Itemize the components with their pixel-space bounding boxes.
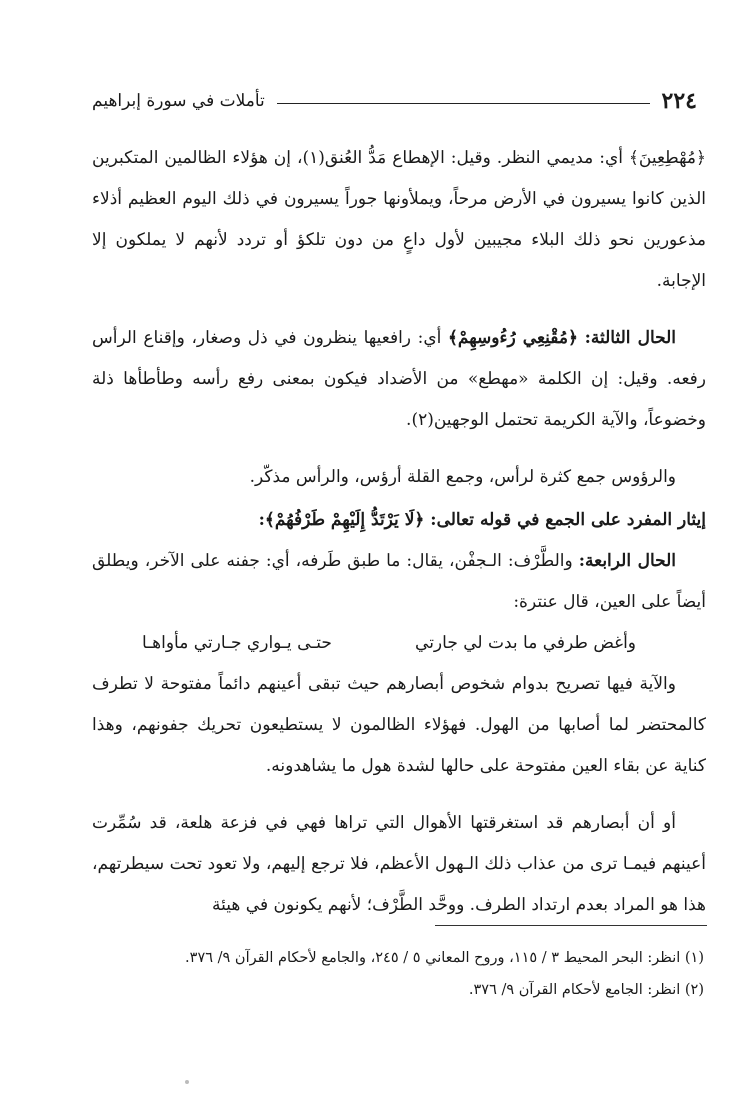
paragraph-4: [92, 541, 706, 623]
footnotes: [92, 942, 704, 1006]
running-title: تأملات في سورة إبراهيم: [92, 91, 265, 111]
heading-quran-verse: ﴿لَا يَرْتَدُّ إِلَيْهِمْ طَرْفُهُمْ﴾:: [258, 510, 425, 530]
footnote-separator: [435, 925, 707, 926]
poem-first-hemistich: وأغض طرفي ما بدت لي جارتي: [415, 633, 636, 653]
section-heading-text: إيثار المفرد على الجمع في قوله تعالى:: [430, 510, 706, 530]
main-text: [92, 138, 706, 926]
paragraph-2-text: أي: رافعيها ينظرون في ذل وصغار، وإقناع الرأس رفعه. وقيل: إن الكلمة «مهطع» من الأضداد فيكون بمعنى رفع رأسه وطأطأها ذلة وخضوعاً، والآية الكريمة تحتمل الوجهين(٢).: [92, 328, 706, 430]
poem-verse: [92, 623, 706, 664]
state-label-fourth: الحال الرابعة:: [578, 551, 676, 571]
poem-second-hemistich: حتـى يـواري جـارتي مأواهـا: [142, 633, 332, 653]
page-header: [92, 84, 697, 118]
section-heading: [92, 500, 706, 541]
quran-verse: ﴿مُقْنِعِي رُءُوسِهِمْ﴾: [447, 328, 578, 348]
paragraph-1: ﴿مُهْطِعِينَ﴾ أي: مديمي النظر. وقيل: الإهطاع مَدُّ العُنق(١)، إن هؤلاء الظالمين المتكبرين الذين كانوا يسيرون في الأرض مرحاً، ويملأونها جوراً يسيرون في ذلك اليوم العظيم أذلاء مذعورين نحو ذلك البلاء مجيبين لأول داعٍ من دون تلكؤ أو تردد لأنهم لا يملكون إلا الإجابة.: [92, 148, 707, 291]
paragraph-3: والرؤوس جمع كثرة لرأس، وجمع القلة أرؤس، والرأس مذكّر.: [249, 467, 676, 487]
paragraph-2: [92, 318, 706, 441]
state-label-third: الحال الثالثة:: [584, 328, 676, 348]
paragraph-6: أو أن أبصارهم قد استغرقتها الأهوال التي تراها فهي في فزعة هلعة، قد سُمِّرت أعينهم فيمـا ترى من عذاب ذلك الـهول الأعظم، فلا ترجع إليهم، ولا تعود تحت سيطرتهم، هذا هو المراد بعدم ارتداد الطرف. ووحَّد الطَّرْف؛ لأنهم يكونون في هيئة: [92, 813, 706, 915]
footnote-2: (٢) انظر: الجامع لأحكام القرآن ٩/ ٣٧٦.: [468, 982, 704, 998]
paragraph-4-text: والطَّرْف: الـجفْن، يقال: ما طبق طَرفه، أي: جفنه على الآخر، ويطلق أيضاً على العين، قال عنترة:: [92, 551, 706, 612]
header-rule: [277, 103, 650, 104]
footnote-1: (١) انظر: البحر المحيط ٣ / ١١٥، وروح المعاني ٥ / ٢٤٥، والجامع لأحكام القرآن ٩/ ٣٧٦.: [185, 950, 704, 966]
page-number: ٢٢٤: [661, 88, 697, 114]
scan-mark: [185, 1080, 189, 1084]
paragraph-5: والآية فيها تصريح بدوام شخوص أبصارهم حيث تبقى أعينهم دائماً مفتوحة لا تطرف كالمحتضر لما أصابها من الهول. فهؤلاء الظالمون لا يستطيعون تحريك جفونهم، وهذا كناية عن بقاء العين مفتوحة على حالها لشدة هول ما يشاهدونه.: [92, 674, 706, 776]
